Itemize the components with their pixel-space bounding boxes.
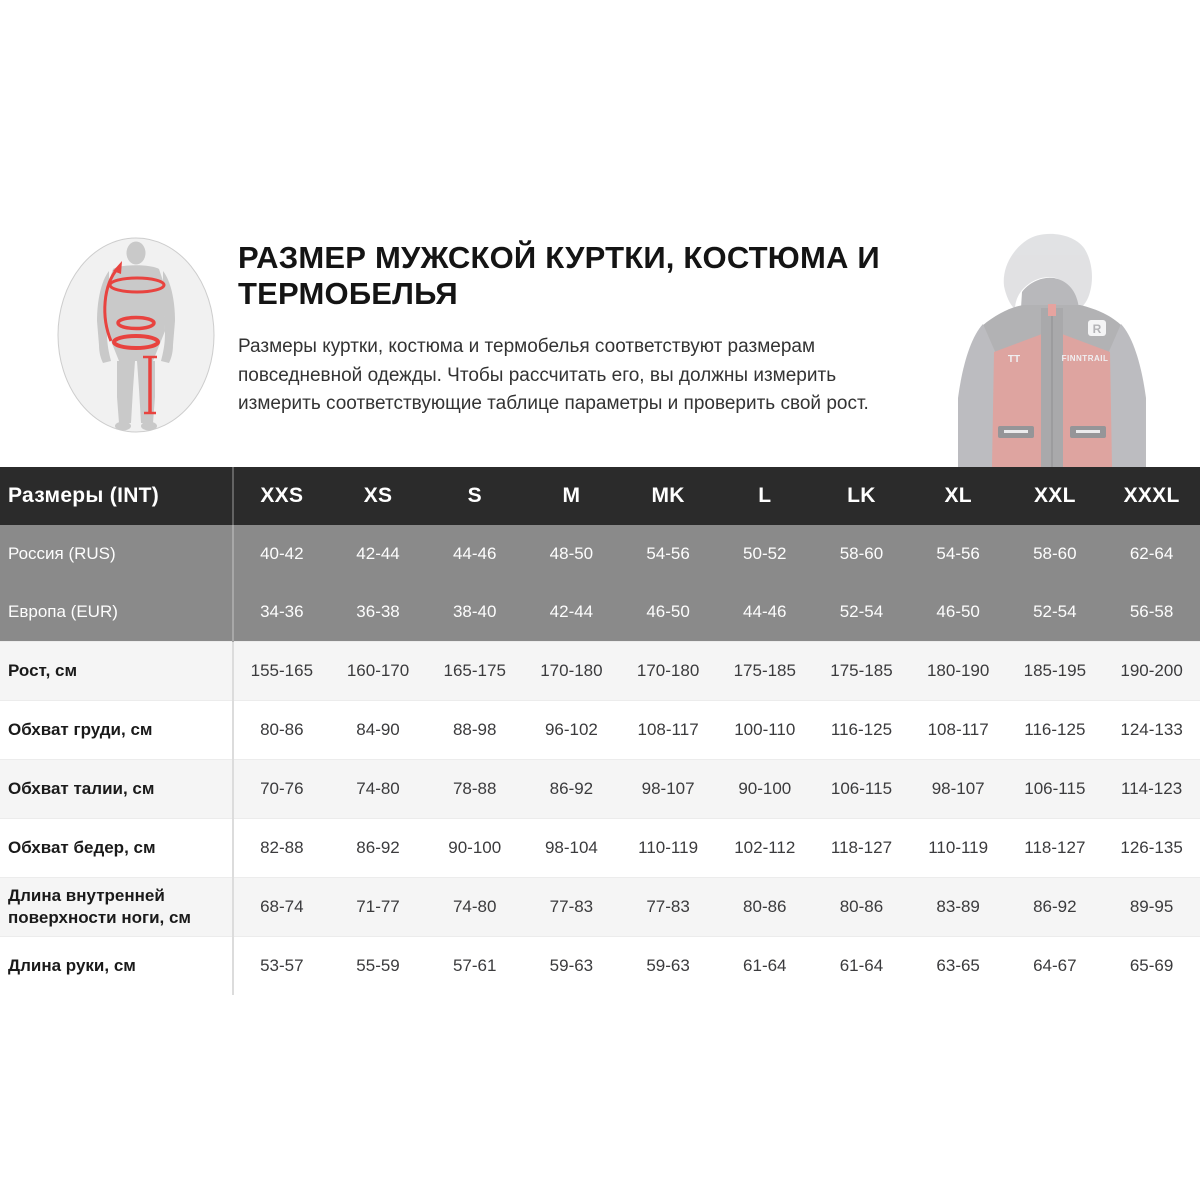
size-value-cell: 106-115 — [1024, 779, 1086, 798]
size-column-header-xxxl: XXXL — [1123, 484, 1180, 507]
size-value-cell: 108-117 — [927, 720, 989, 739]
size-value-cell: 52-54 — [1033, 602, 1077, 621]
size-value-cell: 52-54 — [839, 602, 884, 621]
size-value-cell: 61-64 — [839, 956, 884, 975]
table-row — [0, 819, 1200, 878]
size-value-cell: 59-63 — [549, 956, 594, 975]
size-value-cell: 74-80 — [356, 779, 400, 798]
intro-section — [238, 240, 933, 419]
size-value-cell: 88-98 — [452, 720, 497, 739]
size-value-cell: 48-50 — [549, 544, 594, 563]
size-value-cell: 78-88 — [452, 779, 497, 798]
size-value-cell: 175-185 — [733, 661, 796, 680]
size-value-cell: 124-133 — [1120, 720, 1183, 739]
row-label: Длина внутренней поверхности ноги, см — [0, 878, 233, 937]
size-value-cell: 98-107 — [931, 779, 985, 798]
size-value-cell: 38-40 — [452, 602, 497, 621]
row-label: Обхват груди, см — [0, 701, 233, 760]
size-value-cell: 180-190 — [926, 661, 990, 680]
size-value-cell: 54-56 — [646, 544, 690, 563]
row-label: Россия (RUS) — [0, 525, 233, 583]
size-value-cell: 84-90 — [356, 720, 400, 739]
size-table — [0, 467, 1200, 995]
size-value-cell: 64-67 — [1033, 956, 1077, 975]
jacket-r-logo: R — [1092, 322, 1102, 336]
size-value-cell: 110-119 — [928, 838, 989, 857]
size-value-cell: 98-107 — [641, 779, 695, 798]
size-value-cell: 126-135 — [1120, 838, 1183, 857]
size-value-cell: 118-127 — [830, 838, 893, 857]
size-value-cell: 86-92 — [1033, 897, 1077, 916]
size-value-cell: 170-180 — [540, 661, 603, 680]
size-value-cell: 36-38 — [356, 602, 400, 621]
size-value-cell: 71-77 — [356, 897, 400, 916]
size-value-cell: 116-125 — [830, 720, 893, 739]
row-label: Европа (EUR) — [0, 583, 233, 642]
size-column-header-xxl: XXL — [1033, 484, 1076, 507]
size-value-cell: 108-117 — [637, 720, 699, 739]
size-value-cell: 114-123 — [1121, 779, 1183, 798]
size-column-header-m: M — [562, 484, 581, 507]
size-column-header-mk: MK — [651, 484, 685, 507]
size-value-cell: 53-57 — [260, 956, 304, 975]
size-value-cell: 61-64 — [743, 956, 787, 975]
size-value-cell: 118-127 — [1024, 838, 1086, 857]
size-column-header-s: S — [467, 484, 482, 507]
size-value-cell: 77-83 — [549, 897, 594, 916]
size-value-cell: 102-112 — [734, 838, 796, 857]
size-value-cell: 44-46 — [743, 602, 787, 621]
table-row — [0, 937, 1200, 996]
size-value-cell: 190-200 — [1120, 661, 1183, 680]
size-value-cell: 59-63 — [646, 956, 690, 975]
size-value-cell: 160-170 — [346, 661, 410, 680]
size-value-cell: 57-61 — [452, 956, 497, 975]
size-value-cell: 34-36 — [260, 602, 304, 621]
size-value-cell: 40-42 — [260, 544, 304, 563]
size-value-cell: 100-110 — [734, 720, 796, 739]
size-value-cell: 42-44 — [549, 602, 594, 621]
size-value-cell: 110-119 — [638, 838, 699, 857]
table-row — [0, 878, 1200, 937]
size-header-row — [0, 467, 1200, 525]
row-label: Рост, см — [0, 642, 233, 701]
jacket-brand-label: FINNTRAIL — [1061, 354, 1109, 363]
jacket-image — [942, 228, 1162, 467]
size-column-header-xs: XS — [363, 484, 393, 507]
size-value-cell: 55-59 — [356, 956, 400, 975]
size-value-cell: 116-125 — [1024, 720, 1086, 739]
size-value-cell: 185-195 — [1023, 661, 1087, 680]
size-column-header-lk: LK — [847, 484, 876, 507]
size-value-cell: 175-185 — [830, 661, 893, 680]
table-row — [0, 701, 1200, 760]
body-measurement-diagram-icon — [57, 237, 215, 433]
size-value-cell: 155-165 — [250, 661, 314, 680]
size-value-cell: 42-44 — [356, 544, 400, 563]
table-row — [0, 760, 1200, 819]
size-value-cell: 46-50 — [936, 602, 980, 621]
size-value-cell: 54-56 — [936, 544, 980, 563]
row-label: Длина руки, см — [0, 937, 233, 996]
jacket-tt-mark: TT — [1007, 354, 1021, 365]
row-label: Обхват бедер, см — [0, 819, 233, 878]
row-label: Обхват талии, см — [0, 760, 233, 819]
intro-description: Размеры куртки, костюма и термобелья соответствуют размерам повседневной одежды. Чтобы рассчитать его, вы должны измерить измерить соответствующие таблице параметры и проверить свой рост. — [238, 336, 869, 414]
size-value-cell: 165-175 — [443, 661, 506, 680]
table-row — [0, 642, 1200, 701]
size-column-header-xxs: XXS — [260, 484, 304, 507]
size-value-cell: 106-115 — [830, 779, 893, 798]
size-value-cell: 83-89 — [936, 897, 980, 916]
size-value-cell: 86-92 — [549, 779, 594, 798]
size-value-cell: 58-60 — [839, 544, 884, 563]
table-row — [0, 525, 1200, 583]
size-value-cell: 56-58 — [1129, 602, 1174, 621]
size-value-cell: 63-65 — [936, 956, 980, 975]
size-value-cell: 80-86 — [839, 897, 884, 916]
size-column-header-l: L — [758, 484, 772, 507]
size-value-cell: 62-64 — [1129, 544, 1174, 563]
size-value-cell: 80-86 — [260, 720, 304, 739]
size-value-cell: 58-60 — [1033, 544, 1077, 563]
size-value-cell: 77-83 — [646, 897, 690, 916]
table-corner-label: Размеры (INT) — [0, 467, 233, 525]
size-value-cell: 98-104 — [544, 838, 598, 857]
size-column-header-xl: XL — [944, 484, 972, 507]
size-value-cell: 170-180 — [636, 661, 700, 680]
size-value-cell: 90-100 — [738, 779, 792, 798]
size-value-cell: 74-80 — [452, 897, 497, 916]
size-value-cell: 70-76 — [260, 779, 304, 798]
size-value-cell: 86-92 — [356, 838, 400, 857]
table-row — [0, 583, 1200, 642]
size-value-cell: 46-50 — [646, 602, 690, 621]
size-value-cell: 96-102 — [544, 720, 598, 739]
size-value-cell: 82-88 — [260, 838, 304, 857]
jacket-photo — [942, 228, 1162, 467]
size-value-cell: 89-95 — [1129, 897, 1174, 916]
size-value-cell: 50-52 — [743, 544, 787, 563]
size-value-cell: 44-46 — [452, 544, 497, 563]
size-value-cell: 90-100 — [448, 838, 502, 857]
page-title: РАЗМЕР МУЖСКОЙ КУРТКИ, КОСТЮМА И ТЕРМОБЕЛЬЯ — [238, 240, 880, 311]
body-measurement-diagram — [57, 237, 215, 433]
size-value-cell: 68-74 — [260, 897, 304, 916]
size-value-cell: 65-69 — [1129, 956, 1174, 975]
size-value-cell: 80-86 — [743, 897, 787, 916]
